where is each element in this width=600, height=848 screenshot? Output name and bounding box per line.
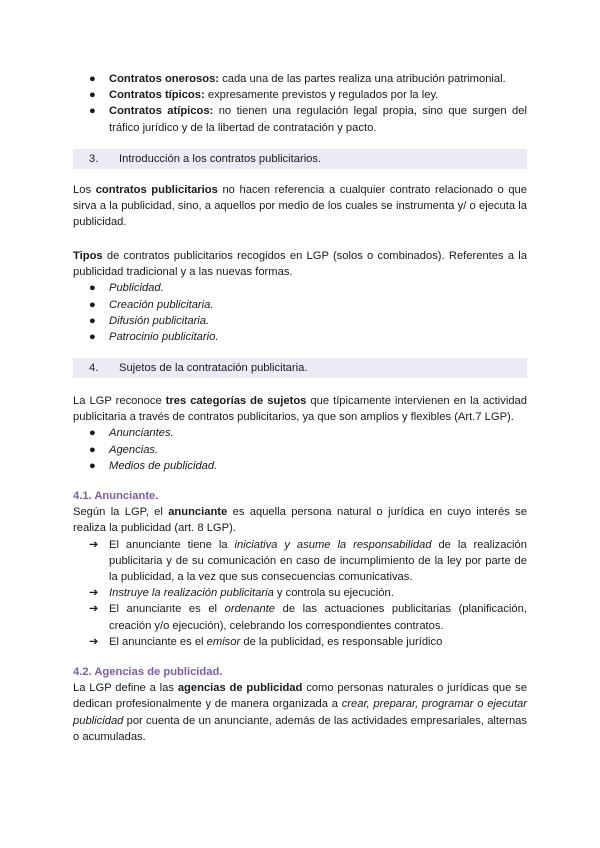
italic-term: emisor <box>206 635 241 648</box>
contracts-list-block <box>73 71 527 136</box>
contratos-paragraph <box>73 182 527 231</box>
bullet-icon: ● <box>89 314 96 327</box>
term: Contratos atípicos: <box>109 105 214 118</box>
list-item <box>73 103 527 135</box>
sujetos-list <box>73 425 527 474</box>
bullet-icon: ● <box>89 105 96 118</box>
text-run: de contratos publicitarios recogidos en LGP (solos o combinados). Referentes a la publicidad tradicional y a las nuevas formas. <box>73 250 527 279</box>
bold-term: contratos publicitarios <box>95 184 218 196</box>
arrow-icon: ➔ <box>89 635 99 648</box>
bullet-icon: ● <box>89 298 96 311</box>
item-text: Anunciantes. <box>109 427 174 440</box>
arrow-icon: ➔ <box>89 538 99 551</box>
list-item <box>73 425 527 441</box>
text-run: es aquella persona natural o jurídica en cuyo interés se realiza la publicidad (art. 8 LGP). <box>73 506 528 535</box>
anunciante-list <box>73 537 527 650</box>
tipos-list <box>73 280 527 345</box>
list-item <box>73 297 527 313</box>
tipos-block <box>73 248 527 345</box>
list-item <box>73 313 527 329</box>
italic-term: ordenante <box>224 603 276 616</box>
contratos-paragraph-block <box>73 182 527 231</box>
text-run: que típicamente intervienen en la actividad publicitaria a través de contratos publicitarios, ya que son amplios y flexibles (Art.7 LGP). <box>73 395 527 424</box>
text-run: por cuenta de un anunciante, además de las actividades empresariales, alternas o acumuladas. <box>73 714 527 743</box>
bullet-icon: ● <box>89 459 96 472</box>
section-3-heading <box>73 149 527 169</box>
bold-term: tres categorías de sujetos <box>165 395 307 407</box>
text-run: El anunciante tiene la <box>109 538 235 551</box>
section-title: Introducción a los contratos publicitarios. <box>119 152 322 165</box>
italic-term: crear, preparar, programar o ejecutar publicidad <box>73 698 527 727</box>
list-item <box>73 537 527 586</box>
text-run: de las actuaciones publicitarias (planificación, creación y/o ejecución), celebrando los correspondientes contratos. <box>109 603 527 632</box>
text-run: Según la LGP, el <box>73 506 169 519</box>
section-title: Sujetos de la contratación publicitaria. <box>119 361 308 374</box>
bullet-icon: ● <box>89 443 96 456</box>
agencias-block <box>73 664 527 745</box>
section-number: 4. <box>89 361 99 374</box>
section-4-heading <box>73 358 527 378</box>
item-text: Publicidad. <box>109 282 164 295</box>
contracts-list <box>73 71 527 136</box>
arrow-icon: ➔ <box>89 587 99 600</box>
text-run: Los <box>73 184 96 196</box>
anunciante-paragraph <box>73 504 527 536</box>
term: Contratos onerosos: <box>109 73 220 85</box>
text-run: El anunciante es el <box>109 603 225 616</box>
bold-term: anunciante <box>168 506 228 519</box>
list-item <box>73 329 527 345</box>
sujetos-paragraph <box>73 393 527 425</box>
text-run: no hacen referencia a cualquier contrato relacionado o que sirva a la publicidad, sino, a aquellos por medio de los cuales se instrumenta y/ o ejecuta la publicidad. <box>73 184 527 229</box>
bold-term: agencias de publicidad <box>177 682 303 695</box>
text-run: La LGP define a las <box>73 682 178 695</box>
list-item <box>73 634 527 650</box>
subsection-4-1-title: 4.1. Anunciante. <box>73 490 159 502</box>
text-run: como personas naturales o jurídicas que se dedican profesionalmente y de manera organizada a <box>73 682 527 711</box>
subsection-4-2-title: 4.2. Agencias de publicidad. <box>73 666 223 678</box>
text-run: de la realización publicitaria y de su comunicación en caso de incumplimiento de la ley por parte de la publicidad, a la vez que sus consecuencias comunicativas. <box>109 538 527 584</box>
text-run: El anunciante es el <box>109 635 207 648</box>
item-text: Agencias. <box>109 443 159 456</box>
bullet-icon: ● <box>89 89 96 102</box>
tipos-paragraph <box>73 248 527 280</box>
list-item <box>73 71 527 87</box>
bold-term: Tipos <box>73 250 103 262</box>
section-number: 3. <box>89 152 99 165</box>
item-text: Medios de publicidad. <box>109 459 218 472</box>
arrow-icon: ➔ <box>89 603 99 616</box>
item-text: Difusión publicitaria. <box>109 314 210 327</box>
anunciante-block <box>73 488 527 650</box>
list-item <box>73 280 527 296</box>
list-item <box>73 601 527 633</box>
bullet-icon: ● <box>89 282 96 295</box>
list-item <box>73 585 527 601</box>
bullet-icon: ● <box>89 427 96 440</box>
list-item <box>73 458 527 474</box>
agencias-paragraph <box>73 680 527 745</box>
list-item <box>73 442 527 458</box>
term: Contratos típicos: <box>109 89 205 102</box>
text-run: de la publicidad, es responsable jurídico <box>240 635 443 648</box>
definition: no tienen una regulación legal propia, sino que surgen del tráfico jurídico y de la libertad de contratación y pacto. <box>109 105 527 134</box>
item-text: Patrocinio publicitario. <box>109 331 219 344</box>
text-run: La LGP reconoce <box>73 395 166 407</box>
definition: expresamente previstos y regulados por la ley. <box>204 89 439 102</box>
text-run: y controla su ejecución. <box>273 587 394 600</box>
bullet-icon: ● <box>89 331 96 344</box>
bullet-icon: ● <box>89 73 96 85</box>
list-item <box>73 87 527 103</box>
sujetos-block <box>73 393 527 474</box>
definition: cada una de las partes realiza una atribución patrimonial. <box>219 73 506 85</box>
italic-term: Instruye la realización publicitaria <box>109 587 274 600</box>
item-text: Creación publicitaria. <box>109 298 214 311</box>
italic-term: iniciativa y asume la responsabilidad <box>234 538 432 551</box>
